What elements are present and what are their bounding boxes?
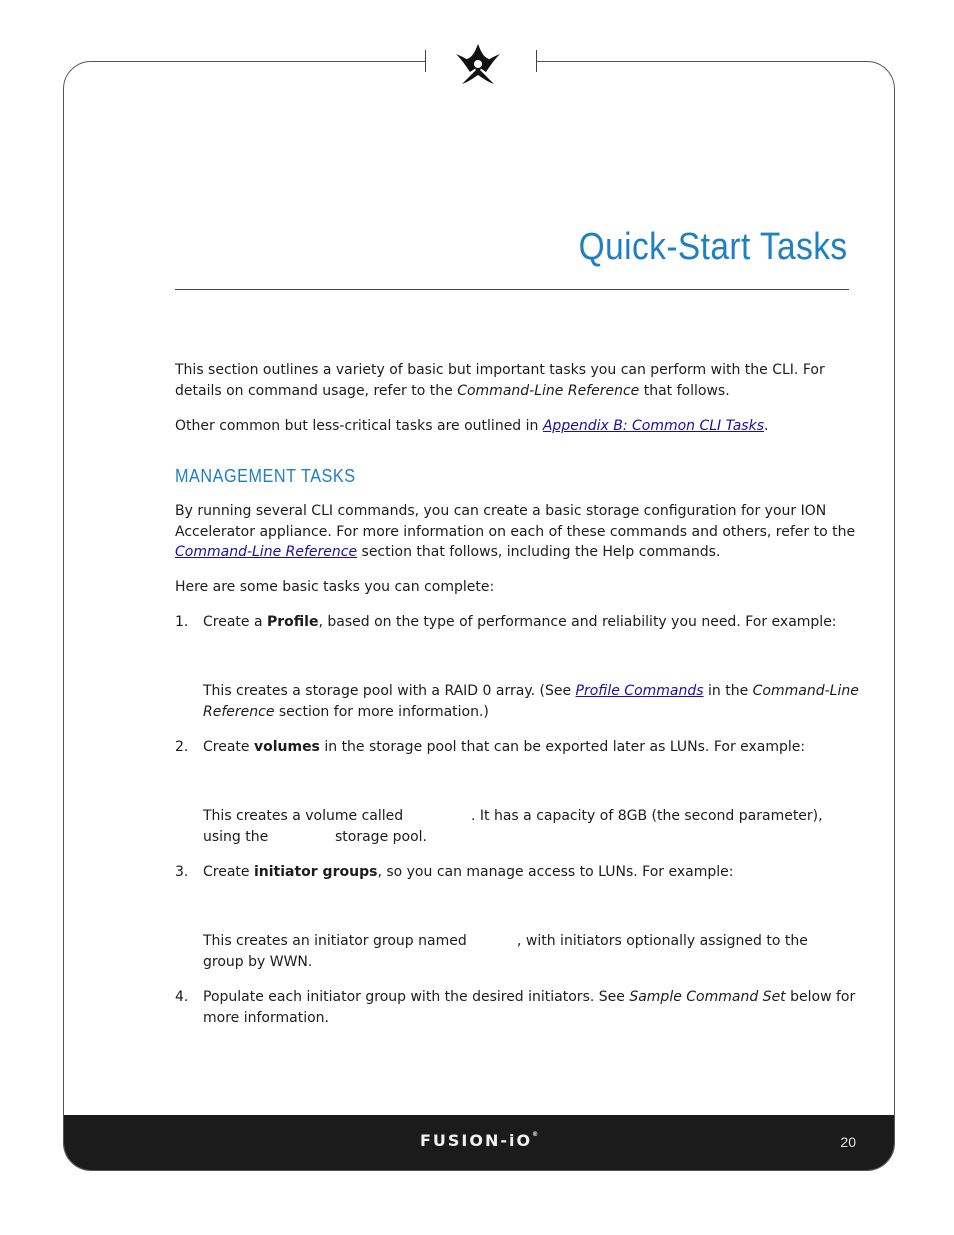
- step-1-desc-line-1: This creates a storage pool with a RAID 0 array. (See Profile Commands in the Command-Line: [203, 683, 859, 699]
- step-4-number: 4.: [175, 989, 189, 1005]
- fusion-io-star-logo-icon: [448, 42, 508, 88]
- step-2-desc-line-1-post: . It has a capacity of 8GB (the second parameter),: [471, 808, 823, 824]
- header-tick-left: [425, 50, 426, 72]
- management-paragraph-line-3: Command-Line Reference section that follows, including the Help commands.: [175, 544, 721, 560]
- step-2-desc-line-2-pre: using the: [203, 829, 269, 845]
- appendix-b-link[interactable]: Appendix B: Common CLI Tasks: [542, 418, 764, 434]
- command-line-reference-link[interactable]: Command-Line Reference: [175, 544, 358, 560]
- page-number: 20: [840, 1134, 856, 1150]
- intro-paragraph-line-1: This section outlines a variety of basic but important tasks you can perform with the CLI. For: [175, 362, 825, 378]
- management-paragraph-line-2: Accelerator appliance. For more information on each of these commands and others, refer to the: [175, 524, 856, 540]
- step-4-line-1: Populate each initiator group with the desired initiators. See Sample Command Set below for: [203, 989, 856, 1005]
- page-footer: [64, 1115, 894, 1170]
- intro-paragraph-2: Other common but less-critical tasks are outlined in Appendix B: Common CLI Tasks.: [175, 418, 769, 434]
- step-2-desc-line-1-pre: This creates a volume called: [203, 808, 404, 824]
- title-divider: [175, 289, 849, 290]
- intro-paragraph-line-2: details on command usage, refer to the Command-Line Reference that follows.: [175, 383, 730, 399]
- step-1-number: 1.: [175, 614, 189, 630]
- step-1-text: Create a Profile, based on the type of performance and reliability you need. For example:: [203, 614, 837, 630]
- step-2-text: Create volumes in the storage pool that can be exported later as LUNs. For example:: [203, 739, 806, 755]
- footer-brand-logo: FUSION-iO®: [419, 1131, 539, 1150]
- step-2-desc-line-2-post: storage pool.: [335, 829, 427, 845]
- step-2-number: 2.: [175, 739, 189, 755]
- header-tick-right: [536, 50, 537, 72]
- step-3-desc-line-1-pre: This creates an initiator group named: [203, 933, 467, 949]
- step-4-line-2: more information.: [203, 1010, 329, 1026]
- profile-commands-link[interactable]: Profile Commands: [575, 683, 704, 699]
- step-3-number: 3.: [175, 864, 189, 880]
- step-3-desc-line-2: group by WWN.: [203, 954, 313, 970]
- page-title: Quick-Start Tasks: [579, 226, 848, 268]
- basic-tasks-intro: Here are some basic tasks you can complete:: [175, 579, 495, 595]
- management-tasks-heading: MANAGEMENT TASKS: [175, 466, 356, 486]
- management-paragraph-line-1: By running several CLI commands, you can create a basic storage configuration for your ION: [175, 503, 827, 519]
- step-3-desc-line-1-post: , with initiators optionally assigned to the: [517, 933, 808, 949]
- step-3-text: Create initiator groups, so you can manage access to LUNs. For example:: [203, 864, 734, 880]
- step-1-desc-line-2: Reference section for more information.): [203, 704, 489, 720]
